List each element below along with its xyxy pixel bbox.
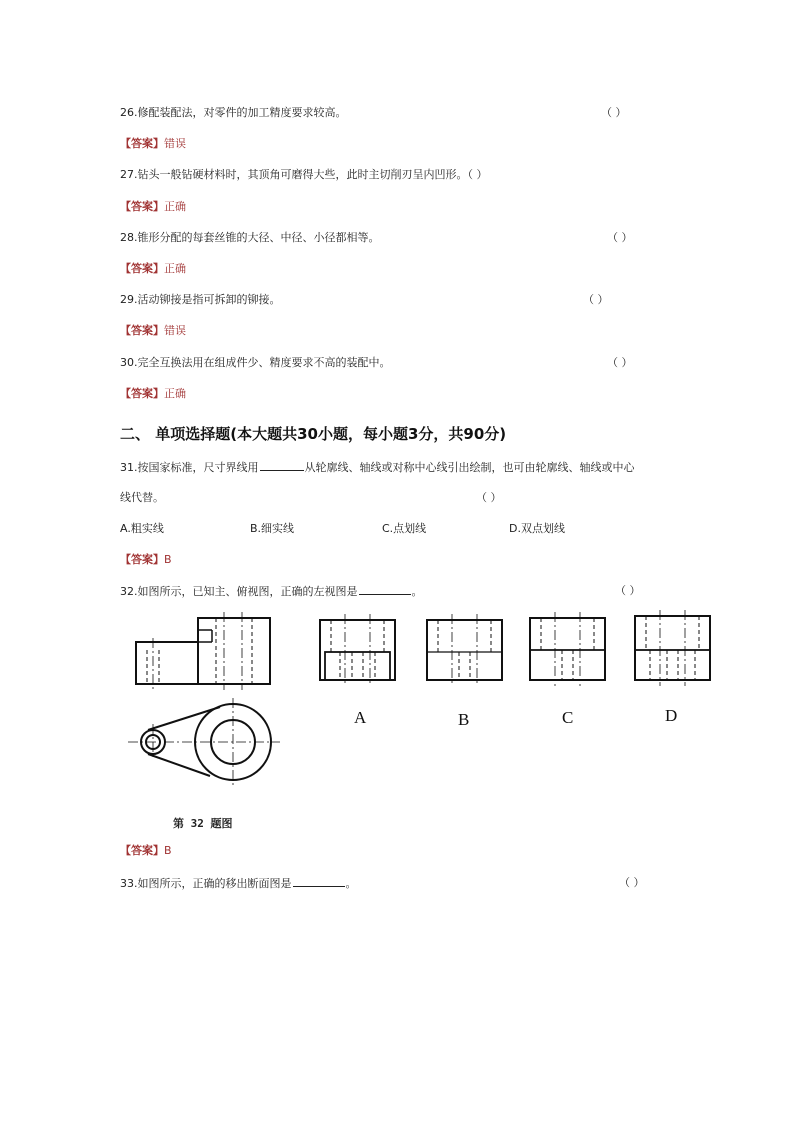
answer-29 bbox=[120, 324, 186, 338]
option-c-drawing bbox=[530, 612, 605, 686]
answer-30 bbox=[120, 387, 186, 401]
answer-value: 错误 bbox=[164, 137, 186, 150]
option-b: B.细实线 bbox=[250, 522, 295, 535]
answer-32 bbox=[120, 844, 172, 858]
answer-value: 错误 bbox=[164, 324, 186, 337]
option-a-drawing bbox=[320, 614, 395, 686]
answer-blank bbox=[359, 584, 411, 595]
answer-tag: 【答案】 bbox=[120, 844, 164, 857]
answer-value: 正确 bbox=[164, 387, 186, 400]
question-32-text-b: 。 bbox=[411, 585, 423, 598]
answer-value: 正确 bbox=[164, 200, 186, 213]
question-29-paren: （ ） bbox=[583, 293, 609, 306]
question-32 bbox=[120, 584, 423, 599]
question-32-figure bbox=[120, 610, 720, 810]
option-c: C.点划线 bbox=[382, 522, 427, 535]
figure-label-b: B bbox=[458, 710, 470, 729]
question-33-paren: （ ） bbox=[619, 876, 645, 889]
figure-label-c: C bbox=[562, 708, 574, 727]
option-d-drawing bbox=[635, 610, 710, 686]
section-title: 二、 单项选择题(本大题共30小题，每小题3分，共90分) bbox=[120, 425, 507, 443]
figure-caption: 第 32 题图 bbox=[173, 817, 233, 830]
front-view-drawing bbox=[136, 612, 270, 690]
question-30: 30.完全互换法用在组成件少、精度要求不高的装配中。 bbox=[120, 356, 391, 369]
answer-value: 正确 bbox=[164, 262, 186, 275]
question-26: 26.修配装配法，对零件的加工精度要求较高。 bbox=[120, 106, 347, 119]
question-26-paren: （ ） bbox=[601, 106, 627, 119]
answer-tag: 【答案】 bbox=[120, 200, 164, 213]
question-30-paren: （ ） bbox=[607, 356, 633, 369]
figure-label-a: A bbox=[354, 708, 367, 727]
answer-tag: 【答案】 bbox=[120, 387, 164, 400]
answer-tag: 【答案】 bbox=[120, 137, 164, 150]
question-32-text-a: 32.如图所示，已知主、俯视图，正确的左视图是 bbox=[120, 585, 358, 598]
answer-27 bbox=[120, 200, 186, 214]
answer-value: B bbox=[164, 844, 172, 857]
question-29: 29.活动铆接是指可拆卸的铆接。 bbox=[120, 293, 281, 306]
answer-31 bbox=[120, 553, 172, 567]
question-31-text-a: 31.按国家标准，尺寸界线用 bbox=[120, 461, 259, 474]
answer-blank bbox=[293, 876, 345, 887]
option-a: A.粗实线 bbox=[120, 522, 164, 535]
question-31-paren: （ ） bbox=[476, 491, 502, 504]
question-32-paren: （ ） bbox=[615, 584, 641, 597]
answer-26 bbox=[120, 137, 186, 151]
question-33 bbox=[120, 876, 357, 891]
question-33-text-a: 33.如图所示，正确的移出断面图是 bbox=[120, 877, 292, 890]
question-31-text-b: 从轮廓线、轴线或对称中心线引出绘制，也可由轮廓线、轴线或中心 bbox=[304, 461, 635, 474]
question-28-paren: （ ） bbox=[607, 231, 633, 244]
answer-value: B bbox=[164, 553, 172, 566]
question-27: 27.钻头一般钻硬材料时，其顶角可磨得大些，此时主切削刃呈内凹形。（ ） bbox=[120, 168, 488, 181]
question-31 bbox=[120, 460, 635, 475]
option-d: D.双点划线 bbox=[509, 522, 565, 535]
answer-28 bbox=[120, 262, 186, 276]
question-28: 28.锥形分配的每套丝锥的大径、中径、小径都相等。 bbox=[120, 231, 380, 244]
question-33-text-b: 。 bbox=[345, 877, 357, 890]
option-b-drawing bbox=[427, 614, 502, 686]
answer-tag: 【答案】 bbox=[120, 553, 164, 566]
answer-tag: 【答案】 bbox=[120, 262, 164, 275]
figure-label-d: D bbox=[665, 706, 678, 725]
question-31-line2: 线代替。 bbox=[120, 491, 164, 504]
answer-blank bbox=[260, 460, 304, 471]
answer-tag: 【答案】 bbox=[120, 324, 164, 337]
top-view-drawing bbox=[128, 698, 280, 786]
